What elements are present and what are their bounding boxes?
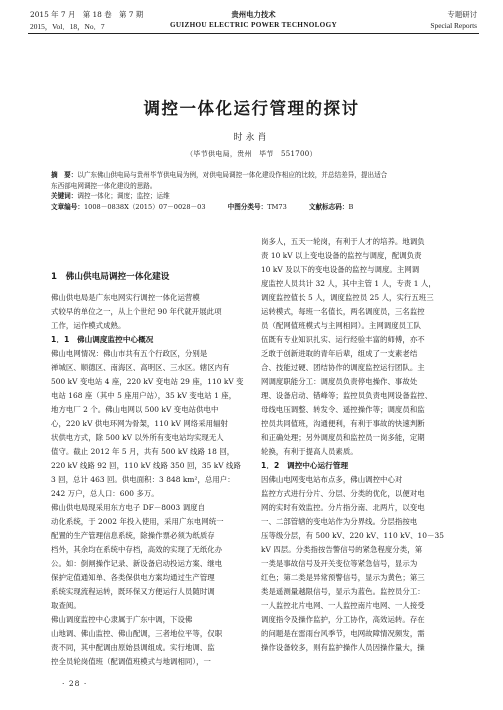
body-text-line: 工作，运作模式成熟。 — [51, 321, 126, 330]
author-affiliation: （毕节供电局，贵州 毕节 551700） — [186, 150, 317, 158]
subsection-heading: 1．1 佛山调度监控中心概况 — [51, 335, 154, 344]
body-text-line: 合、技能过硬、团结协作的调度监控运行团队。主 — [261, 363, 425, 372]
body-text-line: 一人监控北片电网、一人监控南片电网、一人接受 — [261, 601, 425, 610]
body-text-line: 状供电方式，除 500 kV 以外所有变电站均实现无人 — [51, 433, 224, 442]
article-meta-line — [51, 202, 467, 213]
body-text-line: 类是遥测量越限信号，显示为蓝色。监控员分工： — [261, 587, 425, 596]
body-text-line: 档外，其余均在系统中存档，高效的实现了无纸化办 — [51, 545, 223, 554]
section-heading: 1 佛山供电局调控一体化建设 — [51, 272, 170, 282]
body-text-line: 佛山供电局是广东电网实行调控一体化运营模 — [51, 293, 200, 302]
abstract-block — [51, 170, 467, 212]
body-text-line: 轮换，有利于提高人员素质。 — [261, 447, 358, 456]
body-text-line: 责 10 kV 以上变电设备的监控与调度，配调负责 — [261, 251, 422, 260]
body-text-line: 理、设备启动、错峰等；监控员负责电网设备监控、 — [261, 391, 433, 400]
journal-name-en: GUIZHOU ELECTRIC POWER TECHNOLOGY — [170, 21, 337, 29]
body-text-line: 红色；第二类是异常预警信号，显示为黄色；第三 — [261, 573, 425, 582]
clc-number: 中图分类号：TM73 — [227, 202, 287, 211]
keywords-label: 关键词： — [51, 192, 78, 200]
subsection-heading: 1．2 调控中心运行管理 — [261, 461, 349, 470]
body-text-line: 一类是事故信号及开关变位等紧急信号，显示为 — [261, 559, 418, 568]
body-text-line: 的问题是在雷雨台风季节，电网故障情况频发，需 — [261, 629, 425, 638]
article-number: 文章编号：1008－0838X（2015）07－0028－03 — [51, 202, 206, 211]
body-text-line: 责不同，其中配调由原始县调组成。实行地调、监 — [51, 643, 215, 652]
body-text-line: 地方电厂 2 个。佛山电网以 500 kV 变电站供电中 — [51, 405, 219, 414]
header-row-2 — [28, 21, 479, 32]
body-text-line: 员（配网值班模式与主网相同）。主网调度员工队 — [261, 321, 421, 330]
body-text-line: kV 四层。分类指按告警信号的紧急程度分类，第 — [261, 545, 423, 554]
body-text-line: 岗多人，五天一轮岗，有利于人才的培养。地调负 — [261, 237, 425, 246]
body-text-line: 运转模式，每班一名值长，两名调度员，三名监控 — [261, 307, 425, 316]
body-text-line: 3 回，总计 463 回。供电面积：3 848 km²，总用户： — [51, 475, 235, 484]
abstract-label: 摘 要： — [51, 171, 78, 179]
abstract-line-1 — [51, 170, 467, 181]
body-text-line: 控全员轮岗值班（配调值班模式与地调相同），一 — [51, 657, 211, 666]
body-text-line: 和正确处理；另外调度员和监控员一岗多能，定期 — [261, 433, 425, 442]
section-name-cn: 专题研讨 — [447, 10, 477, 19]
page-number: · 28 · — [62, 679, 88, 688]
body-text-line: 调度监控值长 5 人，调度监控员 25 人，实行五班三 — [261, 293, 434, 302]
header-row-1 — [28, 9, 479, 20]
body-text-line: 乏敢于创新进取的青年后辈，组成了一支素老结 — [261, 349, 418, 358]
author-name: 时永肖 — [233, 133, 270, 143]
body-text-line: 一、二部管辖的变电站作为分界线。分层指按电 — [261, 517, 418, 526]
body-text-line: 取查阅。 — [51, 601, 81, 610]
body-right-column — [261, 235, 471, 655]
body-text-line: 电站 168 座（其中 5 座用户站），35 kV 变电站 1 座， — [51, 391, 237, 400]
body-text-line: 禅城区、顺德区、南海区、高明区、三水区。辖区内有 — [51, 363, 230, 372]
section-name-en: Special Reports — [430, 21, 477, 30]
body-text-line: 度监控人员共计 32 人，其中主管 1 人，专责 1 人， — [261, 279, 436, 288]
body-text-line: 242 万户，总人口：600 多万。 — [51, 489, 159, 498]
body-text-line: 佛山电网情况：佛山市共有五个行政区，分别是 — [51, 349, 208, 358]
body-text-line: 操作设备较多，则有监护操作人员因操作量大，操 — [261, 643, 425, 652]
body-text-line: 值守。截止 2012 年 5 月，共有 500 kV 线路 18 回， — [51, 447, 235, 456]
keywords-text: 调控一体化；调度；监控；运维 — [77, 192, 170, 200]
body-text-line: 网的实时有效监控。分片指分南、北两片，以变电 — [261, 503, 425, 512]
abstract-text-2: 东西部电网调控一体化建设的思路。 — [51, 181, 157, 190]
body-text-line: 220 kV 线路 92 回，110 kV 线路 350 回，35 kV 线路 — [51, 461, 241, 470]
body-text-line: 伍既有专业知识扎实、运行经验丰富的师傅，亦不 — [261, 335, 425, 344]
body-text-line: 公。如：倒闸操作记录、新设备启动投运方案、继电 — [51, 559, 223, 568]
body-text-line: 控员共同值班，沟通便利，有利于事故的快速判断 — [261, 419, 425, 428]
body-text-line: 500 kV 变电站 4 座，220 kV 变电站 29 座，110 kV 变 — [51, 377, 244, 386]
abstract-text-1: 以广东佛山供电局与贵州毕节供电局为例，对供电局调控一体化建设作相应的比较，并总结差异，提出适合 — [77, 171, 388, 179]
issue-info-cn: 2015 年 7 月 第 18 卷 第 7 期 — [30, 10, 144, 19]
body-text-line: 因佛山电网变电站布点多，佛山调控中心对 — [261, 475, 403, 484]
document-code: 文献标志码：B — [308, 202, 354, 211]
body-text-line: 佛山供电局现采用东方电子 DF－8003 调度自 — [51, 503, 206, 512]
header-rule — [28, 33, 479, 34]
body-text-line: 配置的生产管理信息系统，除操作票必须为纸质存 — [51, 531, 215, 540]
article-title: 调控一体化运行管理的探讨 — [143, 99, 360, 118]
body-text-line: 网调度职能分工：调度员负责停电操作、事故处 — [261, 377, 418, 386]
abstract-line-2 — [51, 181, 467, 192]
body-left-column — [51, 264, 263, 669]
body-text-line: 保护定值通知单、各类保供电方案均通过生产管理 — [51, 573, 215, 582]
body-text-line: 调度指令及操作监护，分工协作，高效运转。存在 — [261, 615, 425, 624]
body-text-line: 式较早的单位之一，从上个世纪 90 年代就开展此项 — [51, 307, 222, 316]
running-header — [28, 9, 479, 49]
body-text-line: 系统实现流程运转，既环保又方便运行人员随时调 — [51, 587, 215, 596]
body-text-line: 心，220 kV 供电环网为骨架，110 kV 网络采用辐射 — [51, 419, 228, 428]
body-text-line: 母线电压调整、转发令、遥控操作等；调度员和监 — [261, 405, 425, 414]
body-text-line: 佛山调度监控中心隶属于广东中调，下设佛 — [51, 615, 193, 624]
body-text-line: 压等级分层，有 500 kV、220 kV、110 kV、10－35 — [261, 531, 444, 540]
keywords-line — [51, 191, 467, 202]
body-text-line: 山地调、佛山监控、佛山配调，三者地位平等，仅职 — [51, 629, 223, 638]
body-text-line: 10 kV 及以下的变电设备的监控与调度。主网调 — [261, 265, 420, 274]
body-text-line: 监控方式进行分片、分层、分类的优化，以便对电 — [261, 489, 425, 498]
journal-name-cn: 贵州电力技术 — [231, 10, 276, 19]
issue-info-en: 2015，Vol．18，No．7 — [30, 22, 105, 31]
body-text-line: 动化系统，于 2002 年投入使用，采用广东电网统一 — [51, 517, 224, 526]
